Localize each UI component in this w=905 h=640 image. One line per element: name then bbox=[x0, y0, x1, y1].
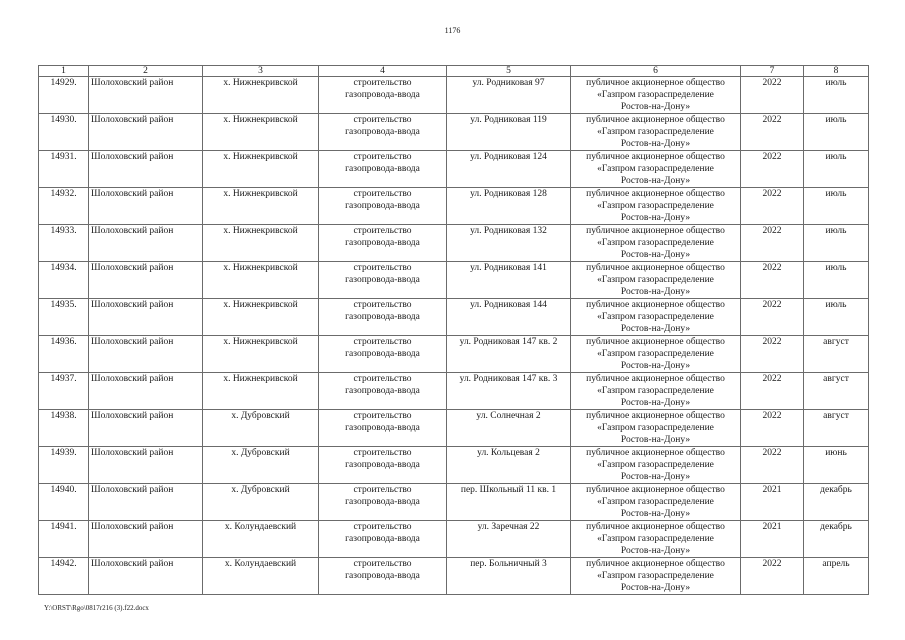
cell-work-type-line: строительство bbox=[353, 485, 412, 495]
cell-work-type bbox=[319, 188, 447, 225]
cell-organization-line: Ростов-на-Дону» bbox=[620, 213, 691, 223]
cell-district bbox=[89, 484, 203, 521]
cell-month-line: июль bbox=[825, 189, 847, 199]
cell-organization-line: «Газпром газораспределение bbox=[597, 312, 714, 322]
cell-locality bbox=[203, 225, 319, 262]
cell-district-line: Шолоховский район bbox=[91, 300, 174, 310]
cell-month bbox=[804, 262, 869, 299]
cell-organization-line: «Газпром газораспределение bbox=[597, 386, 714, 396]
cell-number bbox=[39, 262, 89, 299]
cell-organization-line: «Газпром газораспределение bbox=[597, 90, 714, 100]
cell-organization-line: публичное акционерное общество bbox=[586, 115, 725, 125]
cell-organization bbox=[571, 299, 741, 336]
cell-organization bbox=[571, 447, 741, 484]
cell-year bbox=[741, 188, 804, 225]
cell-year bbox=[741, 447, 804, 484]
cell-year bbox=[741, 262, 804, 299]
header-cell-4: 4 bbox=[319, 66, 447, 77]
cell-organization-line: Ростов-на-Дону» bbox=[620, 287, 691, 297]
cell-address-line: ул. Родниковая 128 bbox=[470, 189, 547, 199]
header-cell-6: 6 bbox=[571, 66, 741, 77]
cell-locality-line: х. Нижнекривской bbox=[223, 115, 298, 125]
cell-number-line: 14940. bbox=[50, 485, 77, 495]
cell-month-line: август bbox=[823, 411, 849, 421]
cell-work-type-line: строительство bbox=[353, 337, 412, 347]
cell-month bbox=[804, 114, 869, 151]
cell-year bbox=[741, 558, 804, 595]
cell-work-type-line: газопровода-ввода bbox=[345, 497, 420, 507]
cell-month-line: декабрь bbox=[820, 522, 852, 532]
cell-district-line: Шолоховский район bbox=[91, 263, 174, 273]
cell-month bbox=[804, 447, 869, 484]
cell-work-type bbox=[319, 447, 447, 484]
table-row bbox=[39, 447, 869, 484]
header-row bbox=[39, 66, 869, 77]
cell-district bbox=[89, 558, 203, 595]
cell-organization bbox=[571, 521, 741, 558]
cell-month bbox=[804, 336, 869, 373]
cell-organization bbox=[571, 114, 741, 151]
cell-locality-line: х. Нижнекривской bbox=[223, 263, 298, 273]
cell-organization-line: «Газпром газораспределение bbox=[597, 127, 714, 137]
cell-address bbox=[447, 373, 571, 410]
cell-number bbox=[39, 373, 89, 410]
cell-month-line: июнь bbox=[825, 448, 847, 458]
cell-work-type-line: газопровода-ввода bbox=[345, 164, 420, 174]
cell-organization-line: Ростов-на-Дону» bbox=[620, 583, 691, 593]
cell-address-line: ул. Родниковая 144 bbox=[470, 300, 547, 310]
header-cell-8: 8 bbox=[804, 66, 869, 77]
cell-month bbox=[804, 484, 869, 521]
cell-organization-line: публичное акционерное общество bbox=[586, 485, 725, 495]
cell-month bbox=[804, 373, 869, 410]
cell-locality bbox=[203, 558, 319, 595]
cell-year-line: 2022 bbox=[762, 152, 782, 162]
cell-work-type bbox=[319, 336, 447, 373]
cell-district-line: Шолоховский район bbox=[91, 189, 174, 199]
cell-address-line: пер. Больничный 3 bbox=[470, 559, 547, 569]
cell-year-line: 2022 bbox=[762, 300, 782, 310]
cell-work-type-line: газопровода-ввода bbox=[345, 127, 420, 137]
cell-address bbox=[447, 114, 571, 151]
cell-year bbox=[741, 114, 804, 151]
cell-month-line: июль bbox=[825, 152, 847, 162]
cell-locality-line: х. Дубровский bbox=[231, 411, 290, 421]
cell-work-type-line: газопровода-ввода bbox=[345, 238, 420, 248]
cell-number bbox=[39, 410, 89, 447]
cell-locality-line: х. Нижнекривской bbox=[223, 152, 298, 162]
cell-organization-line: Ростов-на-Дону» bbox=[620, 102, 691, 112]
cell-organization bbox=[571, 262, 741, 299]
table-row bbox=[39, 262, 869, 299]
table-row bbox=[39, 151, 869, 188]
cell-organization-line: Ростов-на-Дону» bbox=[620, 324, 691, 334]
cell-address bbox=[447, 188, 571, 225]
cell-district bbox=[89, 114, 203, 151]
cell-locality bbox=[203, 484, 319, 521]
cell-locality bbox=[203, 521, 319, 558]
cell-locality-line: х. Колундаевский bbox=[224, 559, 297, 569]
cell-district-line: Шолоховский район bbox=[91, 78, 174, 88]
cell-month bbox=[804, 151, 869, 188]
cell-work-type-line: газопровода-ввода bbox=[345, 349, 420, 359]
cell-year-line: 2022 bbox=[762, 374, 782, 384]
cell-number bbox=[39, 447, 89, 484]
cell-locality-line: х. Колундаевский bbox=[224, 522, 297, 532]
cell-locality-line: х. Нижнекривской bbox=[223, 374, 298, 384]
cell-organization bbox=[571, 558, 741, 595]
cell-work-type-line: газопровода-ввода bbox=[345, 312, 420, 322]
cell-work-type-line: газопровода-ввода bbox=[345, 201, 420, 211]
cell-address-line: пер. Школьный 11 кв. 1 bbox=[460, 485, 557, 495]
cell-organization-line: Ростов-на-Дону» bbox=[620, 435, 691, 445]
table-row bbox=[39, 521, 869, 558]
cell-district bbox=[89, 299, 203, 336]
cell-locality-line: х. Нижнекривской bbox=[223, 337, 298, 347]
cell-locality-line: х. Дубровский bbox=[231, 448, 290, 458]
cell-year-line: 2022 bbox=[762, 226, 782, 236]
cell-work-type-line: строительство bbox=[353, 152, 412, 162]
cell-number-line: 14935. bbox=[50, 300, 77, 310]
cell-number bbox=[39, 558, 89, 595]
cell-organization-line: «Газпром газораспределение bbox=[597, 497, 714, 507]
cell-year bbox=[741, 373, 804, 410]
cell-organization-line: публичное акционерное общество bbox=[586, 263, 725, 273]
cell-number bbox=[39, 77, 89, 114]
registry-table bbox=[38, 65, 869, 595]
cell-district bbox=[89, 151, 203, 188]
cell-work-type-line: газопровода-ввода bbox=[345, 423, 420, 433]
cell-district bbox=[89, 225, 203, 262]
cell-year-line: 2022 bbox=[762, 78, 782, 88]
cell-organization-line: «Газпром газораспределение bbox=[597, 275, 714, 285]
cell-month bbox=[804, 521, 869, 558]
cell-organization-line: публичное акционерное общество bbox=[586, 559, 725, 569]
cell-month-line: июль bbox=[825, 263, 847, 273]
cell-organization bbox=[571, 484, 741, 521]
cell-district-line: Шолоховский район bbox=[91, 448, 174, 458]
cell-work-type-line: газопровода-ввода bbox=[345, 534, 420, 544]
cell-organization-line: «Газпром газораспределение bbox=[597, 201, 714, 211]
cell-locality-line: х. Дубровский bbox=[231, 485, 290, 495]
header-cell-2: 2 bbox=[89, 66, 203, 77]
cell-address bbox=[447, 484, 571, 521]
cell-district-line: Шолоховский район bbox=[91, 152, 174, 162]
header-cell-1: 1 bbox=[39, 66, 89, 77]
cell-organization bbox=[571, 225, 741, 262]
cell-work-type bbox=[319, 114, 447, 151]
cell-organization-line: Ростов-на-Дону» bbox=[620, 361, 691, 371]
cell-month bbox=[804, 77, 869, 114]
cell-organization-line: публичное акционерное общество bbox=[586, 374, 725, 384]
cell-address bbox=[447, 558, 571, 595]
cell-district bbox=[89, 188, 203, 225]
cell-work-type-line: строительство bbox=[353, 189, 412, 199]
cell-month-line: июль bbox=[825, 300, 847, 310]
cell-month-line: июль bbox=[825, 78, 847, 88]
cell-work-type-line: строительство bbox=[353, 226, 412, 236]
table-row bbox=[39, 225, 869, 262]
cell-district-line: Шолоховский район bbox=[91, 115, 174, 125]
cell-locality bbox=[203, 299, 319, 336]
cell-year bbox=[741, 299, 804, 336]
cell-organization-line: Ростов-на-Дону» bbox=[620, 509, 691, 519]
table-row bbox=[39, 77, 869, 114]
cell-address bbox=[447, 336, 571, 373]
cell-year-line: 2021 bbox=[762, 485, 782, 495]
cell-number bbox=[39, 336, 89, 373]
cell-year-line: 2022 bbox=[762, 559, 782, 569]
cell-year-line: 2022 bbox=[762, 263, 782, 273]
table-row bbox=[39, 410, 869, 447]
cell-organization bbox=[571, 188, 741, 225]
cell-work-type-line: строительство bbox=[353, 411, 412, 421]
cell-organization-line: «Газпром газораспределение bbox=[597, 423, 714, 433]
cell-number bbox=[39, 225, 89, 262]
cell-month bbox=[804, 410, 869, 447]
cell-district-line: Шолоховский район bbox=[91, 559, 174, 569]
cell-work-type-line: строительство bbox=[353, 448, 412, 458]
cell-organization-line: Ростов-на-Дону» bbox=[620, 472, 691, 482]
table-header bbox=[39, 66, 869, 77]
table-row bbox=[39, 114, 869, 151]
cell-address bbox=[447, 262, 571, 299]
cell-year-line: 2021 bbox=[762, 522, 782, 532]
cell-month-line: август bbox=[823, 337, 849, 347]
cell-number bbox=[39, 521, 89, 558]
cell-organization-line: «Газпром газораспределение bbox=[597, 534, 714, 544]
cell-locality bbox=[203, 410, 319, 447]
cell-work-type-line: строительство bbox=[353, 115, 412, 125]
cell-address-line: ул. Родниковая 132 bbox=[470, 226, 547, 236]
cell-number-line: 14931. bbox=[50, 152, 77, 162]
cell-work-type-line: строительство bbox=[353, 263, 412, 273]
cell-organization-line: публичное акционерное общество bbox=[586, 448, 725, 458]
cell-year bbox=[741, 77, 804, 114]
cell-locality bbox=[203, 447, 319, 484]
cell-organization-line: «Газпром газораспределение bbox=[597, 349, 714, 359]
cell-district-line: Шолоховский район bbox=[91, 226, 174, 236]
cell-address bbox=[447, 410, 571, 447]
cell-number-line: 14933. bbox=[50, 226, 77, 236]
table-row bbox=[39, 373, 869, 410]
cell-address-line: ул. Родниковая 97 bbox=[472, 78, 545, 88]
cell-address-line: ул. Родниковая 147 кв. 2 bbox=[459, 337, 558, 347]
cell-work-type bbox=[319, 299, 447, 336]
cell-year bbox=[741, 336, 804, 373]
cell-work-type bbox=[319, 262, 447, 299]
cell-work-type bbox=[319, 484, 447, 521]
cell-organization-line: «Газпром газораспределение bbox=[597, 238, 714, 248]
cell-organization bbox=[571, 151, 741, 188]
cell-work-type-line: газопровода-ввода bbox=[345, 90, 420, 100]
cell-district-line: Шолоховский район bbox=[91, 337, 174, 347]
cell-number bbox=[39, 188, 89, 225]
table-row bbox=[39, 188, 869, 225]
cell-number-line: 14929. bbox=[50, 78, 77, 88]
cell-address bbox=[447, 151, 571, 188]
cell-address bbox=[447, 299, 571, 336]
cell-number-line: 14936. bbox=[50, 337, 77, 347]
cell-work-type bbox=[319, 521, 447, 558]
cell-locality bbox=[203, 114, 319, 151]
cell-address-line: ул. Родниковая 119 bbox=[470, 115, 547, 125]
cell-locality-line: х. Нижнекривской bbox=[223, 189, 298, 199]
cell-district bbox=[89, 521, 203, 558]
cell-month-line: август bbox=[823, 374, 849, 384]
table-row bbox=[39, 299, 869, 336]
cell-organization-line: публичное акционерное общество bbox=[586, 226, 725, 236]
cell-organization-line: «Газпром газораспределение bbox=[597, 164, 714, 174]
cell-number-line: 14934. bbox=[50, 263, 77, 273]
cell-organization-line: публичное акционерное общество bbox=[586, 78, 725, 88]
cell-district bbox=[89, 336, 203, 373]
cell-district-line: Шолоховский район bbox=[91, 522, 174, 532]
cell-month-line: апрель bbox=[822, 559, 850, 569]
cell-locality bbox=[203, 151, 319, 188]
cell-number-line: 14937. bbox=[50, 374, 77, 384]
cell-organization-line: Ростов-на-Дону» bbox=[620, 176, 691, 186]
cell-work-type-line: газопровода-ввода bbox=[345, 275, 420, 285]
cell-locality bbox=[203, 188, 319, 225]
cell-organization-line: публичное акционерное общество bbox=[586, 300, 725, 310]
cell-number-line: 14930. bbox=[50, 115, 77, 125]
cell-organization-line: Ростов-на-Дону» bbox=[620, 546, 691, 556]
cell-month bbox=[804, 558, 869, 595]
cell-organization bbox=[571, 410, 741, 447]
cell-work-type bbox=[319, 558, 447, 595]
cell-work-type bbox=[319, 410, 447, 447]
cell-month-line: декабрь bbox=[820, 485, 852, 495]
cell-locality-line: х. Нижнекривской bbox=[223, 226, 298, 236]
cell-work-type-line: газопровода-ввода bbox=[345, 460, 420, 470]
header-cell-5: 5 bbox=[447, 66, 571, 77]
cell-organization-line: публичное акционерное общество bbox=[586, 189, 725, 199]
cell-work-type bbox=[319, 373, 447, 410]
table-row bbox=[39, 484, 869, 521]
cell-address bbox=[447, 77, 571, 114]
cell-year-line: 2022 bbox=[762, 115, 782, 125]
cell-address-line: ул. Родниковая 124 bbox=[470, 152, 547, 162]
cell-district-line: Шолоховский район bbox=[91, 374, 174, 384]
cell-year bbox=[741, 225, 804, 262]
cell-month bbox=[804, 299, 869, 336]
cell-organization bbox=[571, 336, 741, 373]
cell-organization-line: публичное акционерное общество bbox=[586, 337, 725, 347]
cell-number-line: 14942. bbox=[50, 559, 77, 569]
cell-year bbox=[741, 410, 804, 447]
cell-number bbox=[39, 151, 89, 188]
cell-locality bbox=[203, 336, 319, 373]
cell-work-type-line: строительство bbox=[353, 78, 412, 88]
cell-address-line: ул. Родниковая 141 bbox=[470, 263, 547, 273]
table-body bbox=[39, 77, 869, 595]
cell-year-line: 2022 bbox=[762, 448, 782, 458]
cell-district-line: Шолоховский район bbox=[91, 411, 174, 421]
cell-district-line: Шолоховский район bbox=[91, 485, 174, 495]
cell-year bbox=[741, 484, 804, 521]
cell-address bbox=[447, 225, 571, 262]
cell-work-type-line: строительство bbox=[353, 374, 412, 384]
table-row bbox=[39, 558, 869, 595]
cell-number-line: 14932. bbox=[50, 189, 77, 199]
cell-number bbox=[39, 114, 89, 151]
cell-number-line: 14941. bbox=[50, 522, 77, 532]
cell-district bbox=[89, 262, 203, 299]
cell-month bbox=[804, 225, 869, 262]
cell-year-line: 2022 bbox=[762, 411, 782, 421]
header-cell-7: 7 bbox=[741, 66, 804, 77]
table-row bbox=[39, 336, 869, 373]
cell-organization bbox=[571, 77, 741, 114]
cell-work-type bbox=[319, 151, 447, 188]
cell-address-line: ул. Солнечная 2 bbox=[476, 411, 541, 421]
cell-district bbox=[89, 447, 203, 484]
cell-organization-line: Ростов-на-Дону» bbox=[620, 398, 691, 408]
cell-address-line: ул. Кольцевая 2 bbox=[477, 448, 540, 458]
cell-number-line: 14938. bbox=[50, 411, 77, 421]
cell-locality bbox=[203, 262, 319, 299]
cell-district bbox=[89, 77, 203, 114]
cell-year-line: 2022 bbox=[762, 189, 782, 199]
cell-year bbox=[741, 521, 804, 558]
cell-year bbox=[741, 151, 804, 188]
cell-organization-line: Ростов-на-Дону» bbox=[620, 139, 691, 149]
cell-work-type-line: газопровода-ввода bbox=[345, 386, 420, 396]
cell-month-line: июль bbox=[825, 115, 847, 125]
cell-work-type bbox=[319, 77, 447, 114]
cell-month bbox=[804, 188, 869, 225]
cell-work-type-line: строительство bbox=[353, 300, 412, 310]
cell-locality-line: х. Нижнекривской bbox=[223, 300, 298, 310]
cell-work-type bbox=[319, 225, 447, 262]
cell-organization-line: публичное акционерное общество bbox=[586, 522, 725, 532]
footer-file-path: Y:\ORST\Rgo\0817r216 (3).f22.docx bbox=[44, 604, 149, 612]
cell-month-line: июль bbox=[825, 226, 847, 236]
cell-address bbox=[447, 521, 571, 558]
cell-work-type-line: газопровода-ввода bbox=[345, 571, 420, 581]
cell-address-line: ул. Заречная 22 bbox=[477, 522, 540, 532]
cell-district bbox=[89, 410, 203, 447]
page-number: 1176 bbox=[444, 26, 461, 35]
cell-locality bbox=[203, 77, 319, 114]
cell-locality bbox=[203, 373, 319, 410]
cell-organization-line: «Газпром газораспределение bbox=[597, 571, 714, 581]
cell-number bbox=[39, 299, 89, 336]
cell-work-type-line: строительство bbox=[353, 559, 412, 569]
cell-address bbox=[447, 447, 571, 484]
header-cell-3: 3 bbox=[203, 66, 319, 77]
cell-locality-line: х. Нижнекривской bbox=[223, 78, 298, 88]
cell-organization-line: Ростов-на-Дону» bbox=[620, 250, 691, 260]
cell-address-line: ул. Родниковая 147 кв. 3 bbox=[459, 374, 558, 384]
cell-organization-line: «Газпром газораспределение bbox=[597, 460, 714, 470]
cell-organization-line: публичное акционерное общество bbox=[586, 411, 725, 421]
cell-number bbox=[39, 484, 89, 521]
cell-year-line: 2022 bbox=[762, 337, 782, 347]
cell-organization-line: публичное акционерное общество bbox=[586, 152, 725, 162]
cell-organization bbox=[571, 373, 741, 410]
cell-district bbox=[89, 373, 203, 410]
cell-number-line: 14939. bbox=[50, 448, 77, 458]
cell-work-type-line: строительство bbox=[353, 522, 412, 532]
